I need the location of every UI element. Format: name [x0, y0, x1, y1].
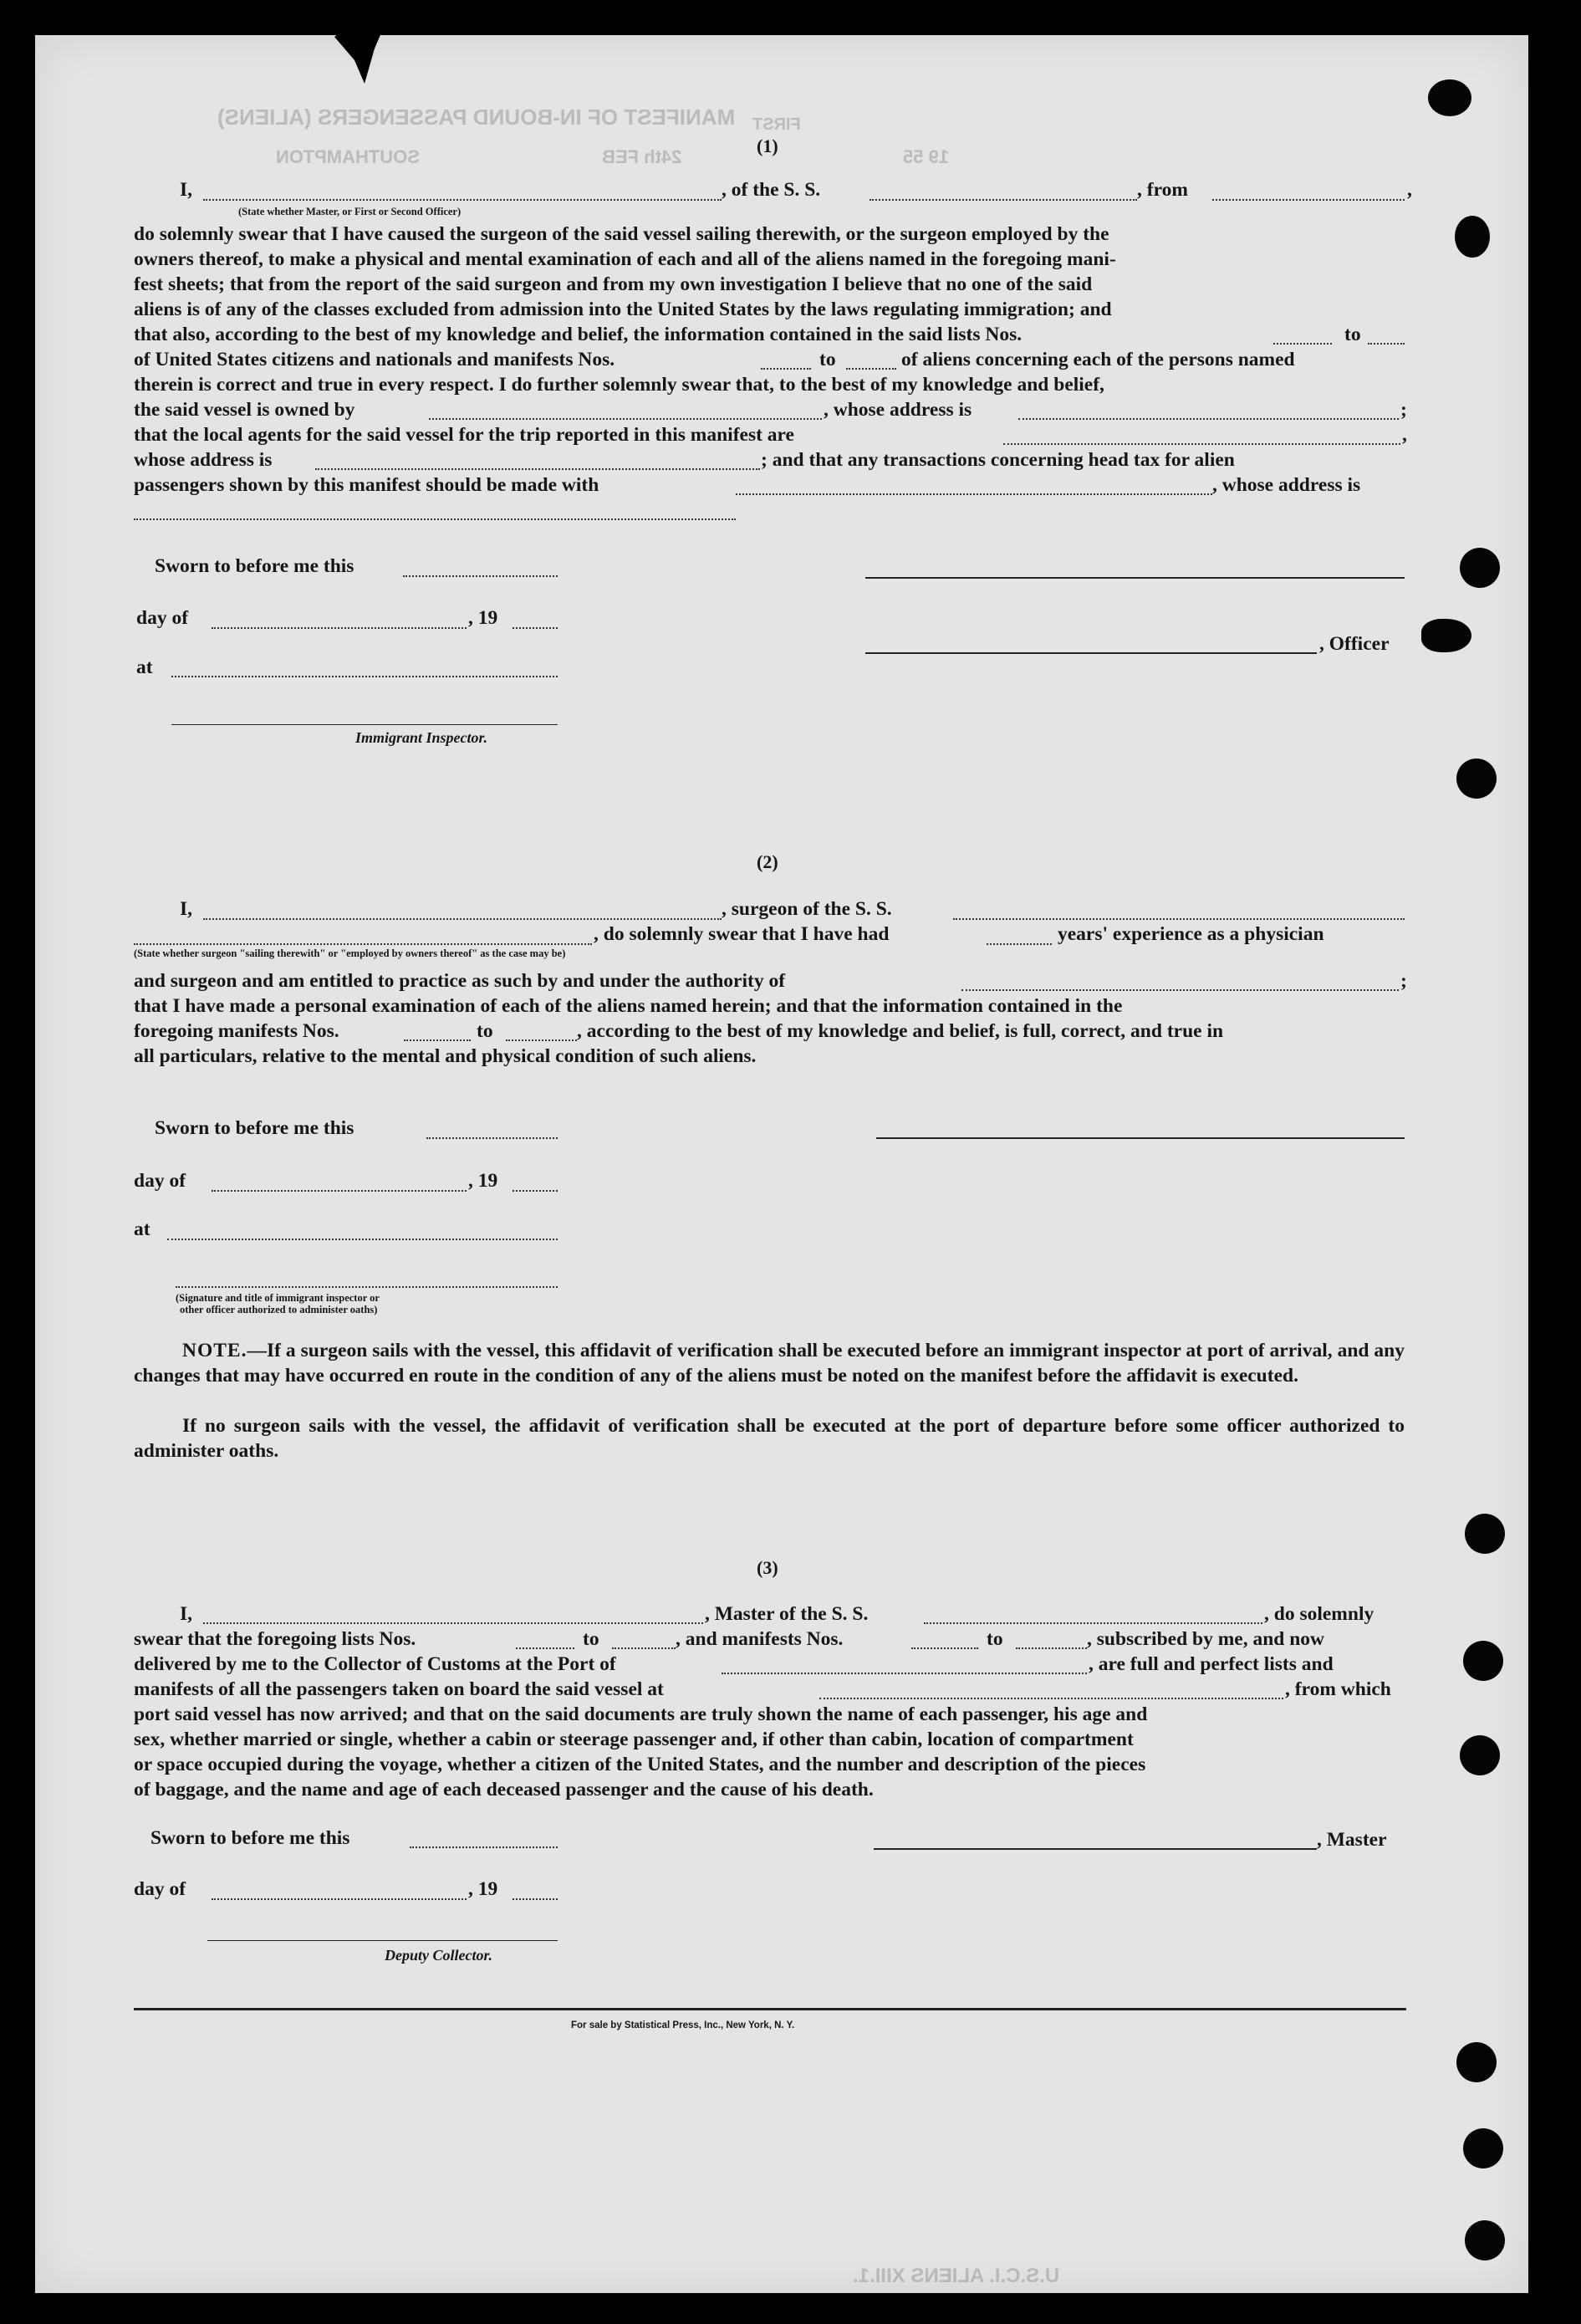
bleed-bottom: U.S.C.I. ALIENS XIII.1. [853, 2265, 1060, 2287]
binder-hole [1465, 1514, 1505, 1554]
binder-hole [1455, 216, 1490, 258]
s1-manifest-from-field[interactable] [761, 368, 811, 370]
s3-body-1-end: , subscribed by me, and now [1087, 1628, 1325, 1650]
section-2-number: (2) [757, 851, 778, 872]
s2-day-of: day of [134, 1170, 186, 1192]
s1-inspector-label: Immigrant Inspector. [355, 729, 488, 746]
s3-day-field[interactable] [212, 1898, 467, 1900]
s2-body-2: that I have made a personal examination of each of the aliens named herein; and that the information contained in the [134, 995, 1123, 1017]
s3-deputy-line[interactable] [207, 1940, 558, 1941]
s2-signature-note-1: (Signature and title of immigrant inspector or [176, 1292, 380, 1304]
s1-agents: that the local agents for the said vessel for the trip reported in this manifest are [134, 424, 794, 446]
s1-sworn: Sworn to before me this [155, 555, 354, 577]
s2-surgeon-note: (State whether surgeon "sailing therewith" or "employed by owners thereof" as the case may be) [134, 947, 566, 959]
s1-agents-address: whose address is [134, 449, 273, 471]
binder-hole [1428, 79, 1471, 116]
s3-i: I, [180, 1603, 193, 1625]
bleed-title: MANIFEST OF IN-BOUND PASSENGERS (ALIENS) [217, 105, 736, 130]
s2-signature-line[interactable] [876, 1137, 1405, 1139]
s1-body-7: therein is correct and true in every respect. I do further solemnly swear that, to the best of my knowledge and belief, [134, 374, 1104, 396]
s2-authority-field[interactable] [961, 989, 1399, 991]
s1-owned-by: the said vessel is owned by [134, 399, 355, 421]
s3-body-6: or space occupied during the voyage, whether a citizen of the United States, and the number and description of the pieces [134, 1754, 1146, 1775]
s1-agents-address-field[interactable] [315, 468, 760, 470]
s1-officer-signature-line[interactable] [865, 577, 1405, 579]
s3-master-signature-line[interactable] [874, 1848, 1317, 1850]
binder-hole [1456, 758, 1497, 799]
s1-at-field[interactable] [171, 676, 558, 677]
section-1-number: (1) [757, 135, 778, 156]
s2-body-1-end: ; [1400, 970, 1407, 992]
s1-at: at [136, 656, 153, 678]
s2-years-field[interactable] [987, 943, 1052, 945]
s1-headtax-field[interactable] [736, 493, 1212, 495]
s1-agents-field[interactable] [1003, 443, 1400, 445]
s3-manifest-from-field[interactable] [911, 1647, 978, 1649]
s1-sworn-field[interactable] [403, 575, 558, 577]
binder-hole [1460, 1735, 1500, 1775]
s2-years: years' experience as a physician [1058, 923, 1324, 945]
binder-hole [1465, 2220, 1505, 2260]
s1-year-field[interactable] [513, 627, 558, 629]
s2-signature-note-2: other officer authorized to administer oaths) [180, 1304, 378, 1315]
s2-manifest-to-field[interactable] [506, 1039, 577, 1041]
binder-hole [1463, 2128, 1503, 2168]
s2-body-3: foregoing manifests Nos. [134, 1020, 339, 1042]
s2-note [134, 1338, 1405, 1388]
s3-do-solemnly: , do solemnly [1264, 1603, 1374, 1625]
binder-hole [1456, 2042, 1497, 2082]
s3-body-3: manifests of all the passengers taken on board the said vessel at [134, 1678, 664, 1700]
s1-owner-field[interactable] [429, 418, 822, 420]
s2-body-4: all particulars, relative to the mental and physical condition of such aliens. [134, 1045, 757, 1067]
s1-semicolon: ; [1400, 399, 1407, 421]
s3-port-field[interactable] [722, 1673, 1087, 1674]
s1-head-tax: ; and that any transactions concerning head tax for alien [761, 449, 1235, 471]
s2-vessel-field[interactable] [953, 918, 1405, 920]
binder-hole [1421, 619, 1471, 652]
s2-i: I, [180, 898, 193, 920]
s1-day-of: day of [136, 607, 189, 629]
s1-agents-comma: , [1402, 424, 1407, 446]
s1-body-5: that also, according to the best of my knowledge and belief, the information contained in the said lists Nos. [134, 324, 1023, 345]
s1-body-1: do solemnly swear that I have caused the surgeon of the said vessel sailing therewith, or the surgeon employed by the [134, 223, 1109, 245]
s1-whose-address: , whose address is [824, 399, 972, 421]
s2-note-2: If no surgeon sails with the vessel, the affidavit of verification shall be executed at the port of departure before some officer authorized to administer oaths. [134, 1415, 1405, 1462]
s3-day-of: day of [134, 1878, 186, 1900]
s3-body-1-manifests: , and manifests Nos. [676, 1628, 844, 1650]
s1-body-2: owners thereof, to make a physical and mental examination of each and all of the aliens named in the foregoing mani- [134, 248, 1116, 270]
s1-lists-to-field[interactable] [1368, 343, 1405, 345]
s1-comma: , [1407, 179, 1412, 201]
s2-note-text: —If a surgeon sails with the vessel, this affidavit of verification shall be executed before an immigrant inspector at port of arrival, and any changes that may have occurred en route in the condition of any of the aliens must be noted on the manifest before the affidavit is executed. [134, 1340, 1405, 1387]
bleed-date: 24th FEB [602, 146, 682, 167]
s3-body-1-to-2: to [987, 1628, 1003, 1650]
s3-master-label: , Master [1317, 1829, 1387, 1851]
s3-body-4: port said vessel has now arrived; and that on the said documents are truly shown the name of each passenger, his age and [134, 1703, 1148, 1725]
s1-officer-line-2[interactable] [865, 652, 1317, 654]
s1-officer-field[interactable] [203, 199, 722, 201]
s1-year19: , 19 [468, 607, 498, 629]
s2-solemnly: , do solemnly swear that I have had [594, 923, 890, 945]
s1-of-ss: , of the S. S. [722, 179, 821, 201]
s1-from: , from [1137, 179, 1188, 201]
s3-manifest-to-field[interactable] [1016, 1647, 1087, 1649]
s3-master-of: , Master of the S. S. [705, 1603, 869, 1625]
s3-sworn-field[interactable] [410, 1846, 558, 1848]
s2-surgeon-name-field[interactable] [203, 918, 722, 920]
bleed-year: 19 55 [903, 146, 950, 167]
s2-sworn-field[interactable] [426, 1137, 558, 1139]
binder-hole [1463, 1641, 1503, 1681]
s1-body-6-to: to [819, 349, 836, 370]
s2-body-3-to: to [477, 1020, 493, 1042]
s2-at-field[interactable] [167, 1239, 558, 1240]
s1-lists-from-field[interactable] [1273, 343, 1332, 345]
s1-owner-address-field[interactable] [1018, 418, 1399, 420]
s1-i: I, [180, 179, 193, 201]
s3-body-3-end: , from which [1285, 1678, 1391, 1700]
s2-day-field[interactable] [212, 1190, 467, 1192]
s3-body-2: delivered by me to the Collector of Customs at the Port of [134, 1653, 616, 1675]
footer-rule [134, 2008, 1406, 2010]
s3-body-1-to: to [583, 1628, 599, 1650]
s2-inspector-line[interactable] [176, 1286, 558, 1288]
s3-master-name-field[interactable] [203, 1622, 703, 1624]
s2-at: at [134, 1218, 150, 1240]
binder-hole [1460, 548, 1500, 588]
bleed-route: SOUTHAMPTON [276, 146, 420, 167]
s3-lists-from-field[interactable] [516, 1647, 574, 1649]
s1-body-4: aliens is of any of the classes excluded from admission into the United States by the laws regulating immigration; and [134, 299, 1112, 320]
s1-body-3: fest sheets; that from the report of the said surgeon and from my own investigation I believe that no one of the said [134, 273, 1093, 295]
s3-year-field[interactable] [513, 1898, 558, 1900]
s2-body-3-end: , according to the best of my knowledge and belief, is full, correct, and true in [577, 1020, 1224, 1042]
s3-sworn: Sworn to before me this [150, 1827, 350, 1849]
s1-passengers: passengers shown by this manifest should be made with [134, 474, 599, 496]
s1-headtax-address-field[interactable] [134, 518, 736, 520]
s3-body-7: of baggage, and the name and age of each deceased passenger and the cause of his death. [134, 1779, 874, 1800]
s1-from-field[interactable] [1212, 199, 1405, 201]
s1-officer-label: , Officer [1319, 633, 1390, 655]
s1-body-6: of United States citizens and nationals and manifests Nos. [134, 349, 615, 370]
footer-imprint: For sale by Statistical Press, Inc., New York, N. Y. [571, 2020, 795, 2030]
s2-year-field[interactable] [513, 1190, 558, 1192]
s2-surgeon-of: , surgeon of the S. S. [722, 898, 892, 920]
s1-vessel-field[interactable] [870, 199, 1137, 201]
s2-sworn: Sworn to before me this [155, 1117, 354, 1139]
s3-vessel-field[interactable] [924, 1622, 1262, 1624]
s2-sailing-field[interactable] [134, 943, 592, 945]
s2-body-1: and surgeon and am entitled to practice as such by and under the authority of [134, 970, 786, 992]
section-3-number: (3) [757, 1557, 778, 1578]
s1-whose-address-2: , whose address is [1212, 474, 1361, 496]
s2-manifest-from-field[interactable] [404, 1039, 471, 1041]
s1-manifest-to-field[interactable] [846, 368, 896, 370]
s3-body-5: sex, whether married or single, whether a cabin or steerage passenger and, if other than cabin, location of compartment [134, 1729, 1134, 1750]
s2-year19: , 19 [468, 1170, 498, 1192]
s2-note-label: NOTE. [182, 1340, 247, 1361]
s1-body-5-to: to [1344, 324, 1361, 345]
s3-lists-to-field[interactable] [612, 1647, 676, 1649]
s1-body-6-end: of aliens concerning each of the persons named [901, 349, 1295, 370]
s3-boarded-at-field[interactable] [819, 1698, 1283, 1699]
bleed-class: FIRST [752, 115, 801, 134]
s1-day-field[interactable] [212, 627, 467, 629]
s3-body-1: swear that the foregoing lists Nos. [134, 1628, 416, 1650]
s1-officer-note: (State whether Master, or First or Second Officer) [238, 206, 462, 217]
s1-inspector-line[interactable] [171, 724, 558, 725]
s3-body-2-end: , are full and perfect lists and [1089, 1653, 1334, 1675]
s3-year19: , 19 [468, 1878, 498, 1900]
s3-deputy-label: Deputy Collector. [385, 1947, 492, 1964]
